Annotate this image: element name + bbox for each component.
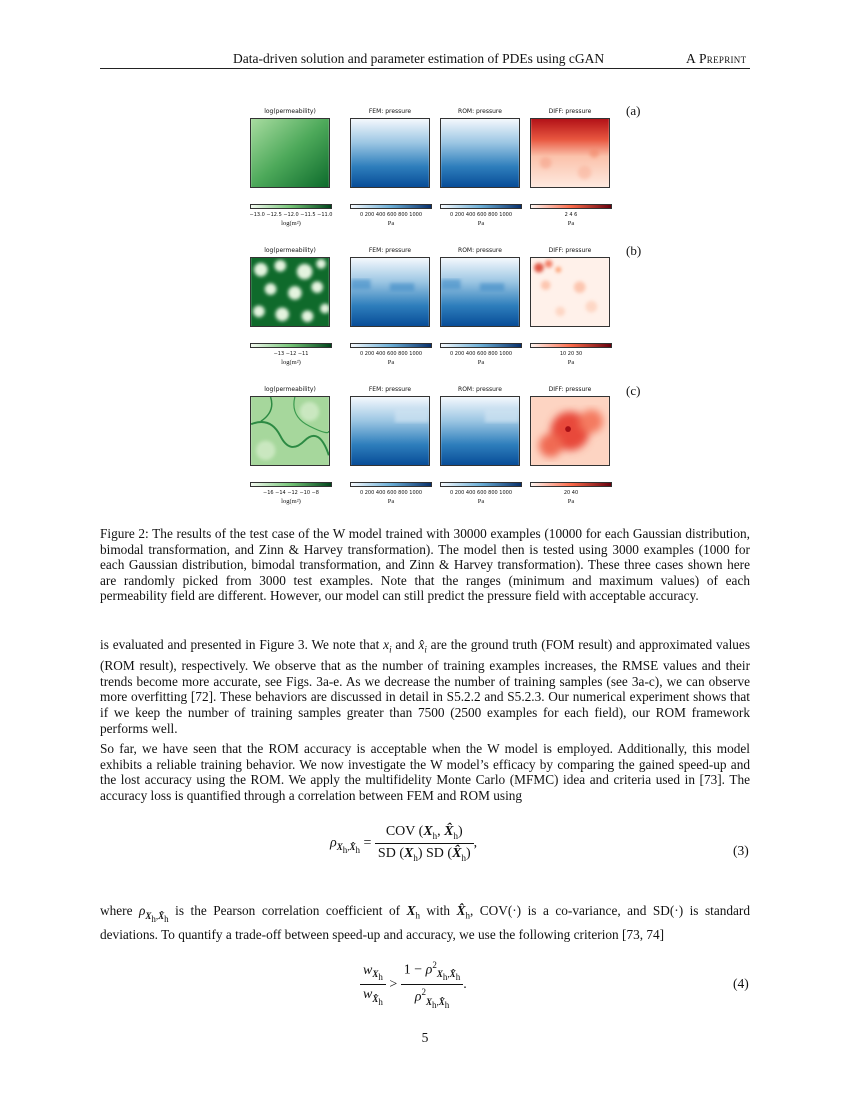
panel-title: ROM: pressure <box>458 386 502 393</box>
colorbar-unit: Pa <box>387 498 395 505</box>
colorbar-unit: Pa <box>477 220 485 227</box>
diff-pressure-image <box>530 257 610 327</box>
eq3-fraction: $\frac{COV (X_h, X̂_h)}{SD (X_h) SD (X̂_h)}$ <box>375 824 474 863</box>
colorbar-green <box>250 204 332 209</box>
colorbar-blue <box>440 204 522 209</box>
body-paragraph-2: So far, we have seen that the ROM accuracy is acceptable when the W model is employed. Additionally, this model exhibits a reliable training behavior. We now investigate the W model’s efficacy by comparing the gained speed-up and the lost accuracy using the ROM. We apply the multifidelity Monte Carlo (MFMC) idea and criteria used in [73]. The accuracy loss is quantified through a correlation between FEM and ROM using <box>100 741 750 803</box>
colorbar-green <box>250 343 332 348</box>
colorbar-ticks: 0 200 400 600 800 1000 <box>449 490 513 496</box>
panel-fem-pressure <box>350 247 430 366</box>
eq4-lhs: $\frac{w_{X_h}}{w_{X̂_h}}$ <box>360 963 386 1007</box>
colorbar-red <box>530 343 612 348</box>
equation-3: $\rho_{X_h,X̂_h}$ = $\frac{COV (X_h, X̂_h)}{SD (X_h) SD (X̂_h)}$ , <box>330 824 478 863</box>
rom-pressure-image <box>440 396 520 466</box>
colorbar-blue <box>350 343 432 348</box>
panel-title: FEM: pressure <box>368 247 412 254</box>
panel-rom-pressure <box>440 386 520 505</box>
para-text: is the Pearson correlation coefficient of <box>168 903 407 918</box>
panel-title: ROM: pressure <box>458 108 502 115</box>
panel-rom-pressure <box>440 247 520 366</box>
colorbar-ticks: 2 4 6 <box>564 212 578 218</box>
colorbar-ticks: 0 200 400 600 800 1000 <box>449 351 513 357</box>
rom-pressure-image <box>440 118 520 188</box>
colorbar-red <box>530 482 612 487</box>
panel-log-permeability <box>250 386 330 505</box>
figure-caption: Figure 2: The results of the test case of the W model trained with 30000 examples (10000 for each Gaussian distribution, bimodal transformation, and Zinn & Harvey transformation). The model then is tested using 3000 examples (1000 for each Gaussian distribution, bimodal transformation, and Zinn & Harvey transformation). These three cases shown here are randomly picked from 3000 test examples. Note that the ranges (minimum and maximum values) of each permeability field are different. However, our model can still predict the pressure field with acceptable accuracy. <box>100 526 750 604</box>
colorbar-ticks: 0 200 400 600 800 1000 <box>359 351 423 357</box>
colorbar-unit: Pa <box>567 220 575 227</box>
eq3-sd: SD <box>377 845 396 861</box>
colorbar-ticks: 10 20 30 <box>559 351 583 357</box>
panel-title: DIFF: pressure <box>548 108 592 115</box>
permeability-field-image <box>250 118 330 188</box>
panel-title: DIFF: pressure <box>548 386 592 393</box>
header-title: Data-driven solution and parameter estimation of PDEs using cGAN <box>233 51 605 66</box>
panel-title: FEM: pressure <box>368 108 412 115</box>
colorbar-ticks: −13 −12 −11 <box>273 351 309 357</box>
diff-pressure-image <box>530 118 610 188</box>
para-text: and <box>391 637 419 652</box>
colorbar-ticks: 0 200 400 600 800 1000 <box>359 212 423 218</box>
para-text: are the ground truth (FOM result) and approximated values (ROM result), respectively. We observe that as the number of training examples increases, the RMSE values and their trends become more accurate, see Figs. 3a-e. As we decrease the number of training samples (see 3a-c), we can observe more overfitting [72]. These behaviors are discussed in detail in S5.2.2 and S5.2.3. Our numerical experiment shows that if we keep the number of training samples greater than 7500 (2500 examples for each field), our ROM framework performs well. <box>100 637 750 736</box>
colorbar-unit: Pa <box>567 359 575 366</box>
eq4-rhs: $\frac{1 - \rho^2_{X_h,X̂_h}}{\rho^2_{X_h,X̂_h}}$ <box>401 960 463 1010</box>
panel-title: log(permeability) <box>264 386 316 393</box>
colorbar-blue <box>350 482 432 487</box>
colorbar-green <box>250 482 332 487</box>
subfigure-label-a: (a) <box>626 103 641 118</box>
colorbar-blue <box>350 204 432 209</box>
para-text: with <box>419 903 457 918</box>
equation-number-3: (3) <box>733 843 749 858</box>
header-rule <box>100 68 750 69</box>
colorbar-unit: Pa <box>567 498 575 505</box>
body-paragraph-1: is evaluated and presented in Figure 3. We note that $x_i$ and $x̂_i$ are the ground truth (FOM result) and approximated values (ROM result), respectively. We observe that as the number of training examples increases, the RMSE values and their trends become more accurate, see Figs. 3a-e. As we decrease the number of training samples (see 3a-c), we can observe more overfitting [72]. These behaviors are discussed in detail in S5.2.2 and S5.2.3. Our numerical experiment shows that if we keep the number of training samples greater than 7500 (2500 examples for each field), our ROM framework performs well. <box>100 637 750 736</box>
rom-pressure-image <box>440 257 520 327</box>
subfigure-label-c: (c) <box>626 383 641 398</box>
panel-title: DIFF: pressure <box>548 247 592 254</box>
colorbar-ticks: −16 −14 −12 −10 −8 <box>263 490 319 496</box>
panel-title: FEM: pressure <box>368 386 412 393</box>
subfigure-label-b: (b) <box>626 243 642 258</box>
colorbar-unit: log(m²) <box>281 498 301 505</box>
colorbar-unit: Pa <box>477 359 485 366</box>
colorbar-ticks: 20 40 <box>563 490 579 496</box>
fem-pressure-image <box>350 396 430 466</box>
permeability-field-image <box>250 396 330 466</box>
fem-pressure-image <box>350 257 430 327</box>
panel-title: log(permeability) <box>264 108 316 115</box>
colorbar-unit: log(m²) <box>281 220 301 227</box>
colorbar-unit: Pa <box>477 498 485 505</box>
diff-pressure-image <box>530 396 610 466</box>
equation-4: $\frac{w_{X_h}}{w_{X̂_h}}$ > $\frac{1 - \rho^2_{X_h,X̂_h}}{\rho^2_{X_h,X̂_h}}$ . <box>360 960 467 1010</box>
colorbar-unit: Pa <box>387 359 395 366</box>
colorbar-unit: Pa <box>387 220 395 227</box>
para-text: is evaluated and presented in Figure 3. We note that <box>100 637 384 652</box>
colorbar-red <box>530 204 612 209</box>
header-preprint: A Preprint <box>686 51 747 66</box>
eq3-sd: SD <box>426 845 444 861</box>
page-number: 5 <box>421 1030 429 1045</box>
panel-fem-pressure <box>350 386 430 505</box>
panel-diff-pressure <box>530 247 610 366</box>
permeability-field-image <box>250 257 330 327</box>
colorbar-unit: log(m²) <box>281 359 301 366</box>
eq3-cov: COV <box>385 824 416 839</box>
colorbar-ticks: −13.0 −12.5 −12.0 −11.5 −11.0 <box>249 212 333 218</box>
colorbar-blue <box>440 482 522 487</box>
panel-rom-pressure <box>440 108 520 227</box>
panel-diff-pressure <box>530 386 610 505</box>
body-paragraph-3: where $\rho_{X_h,X̂_h}$ is the Pearson correlation coefficient of $X_h$ with $X̂_h$, COV(·) is a co-variance, and SD(·) is standard deviations. To quantify a trade-off between speed-up and accuracy, we use the following criterion [73, 74] <box>100 903 751 943</box>
colorbar-ticks: 0 200 400 600 800 1000 <box>449 212 513 218</box>
panel-title: log(permeability) <box>264 247 316 254</box>
panel-title: ROM: pressure <box>458 247 502 254</box>
fem-pressure-image <box>350 118 430 188</box>
panel-diff-pressure <box>530 108 610 227</box>
para-text: where <box>100 903 139 918</box>
panel-log-permeability <box>249 108 333 227</box>
colorbar-blue <box>440 343 522 348</box>
para-text: , COV(·) is a co-variance, and SD(·) is standard deviations. To quantify a trade-off between speed-up and accuracy, we use the following criterion [73, 74] <box>100 903 751 943</box>
equation-number-4: (4) <box>733 976 749 991</box>
panel-log-permeability <box>250 247 330 366</box>
colorbar-ticks: 0 200 400 600 800 1000 <box>359 490 423 496</box>
panel-fem-pressure <box>350 108 430 227</box>
